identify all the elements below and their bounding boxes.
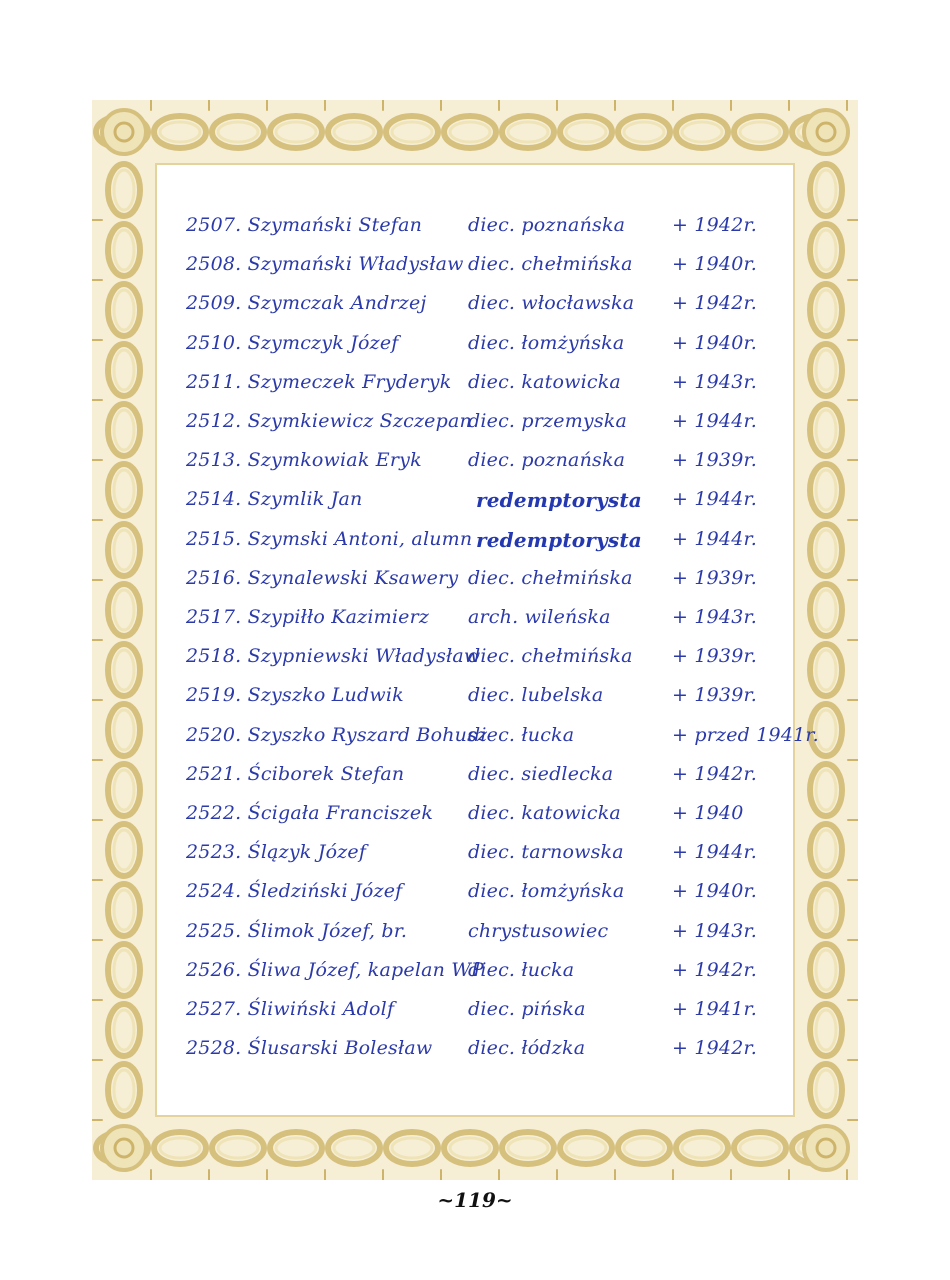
entry-death: + 1942r. (672, 214, 757, 236)
entry-death: + 1942r. (672, 1037, 757, 1060)
entry-death: + 1940r. (672, 331, 757, 354)
entry-name: 2528. Ślusarski Bolesław (186, 1037, 433, 1060)
entry-diocese: diec. siedlecka (468, 762, 614, 785)
entry-death: + 1940r. (672, 253, 757, 276)
entry-diocese: diec. lubelska (468, 684, 604, 707)
entry-name: 2519. Szyszko Ludwik (186, 684, 404, 707)
frame-corner (804, 1126, 848, 1170)
frame-corner (804, 110, 848, 154)
entry-diocese: diec. katowicka (468, 802, 621, 824)
entry-diocese: diec. łucka (468, 723, 575, 746)
list-item (180, 1033, 780, 1067)
entry-name: 2508. Szymański Władysław (186, 253, 464, 276)
list-item (180, 994, 780, 1028)
list-item (180, 876, 780, 910)
list-item (180, 798, 780, 832)
entry-name: 2509. Szymczak Andrzej (186, 292, 427, 315)
entry-name: 2520. Szyszko Ryszard Bohusz (186, 723, 488, 746)
entry-diocese: diec. chełmińska (468, 645, 633, 668)
entry-name: 2513. Szymkowiak Eryk (186, 449, 422, 472)
entry-name: 2518. Szypniewski Władysław (186, 645, 481, 668)
entry-diocese: diec. tarnowska (468, 841, 624, 864)
entry-diocese: diec. łucka (468, 958, 575, 981)
entry-name: 2526. Śliwa Józef, kapelan WP (186, 958, 485, 981)
entry-name: 2510. Szymczyk Józef (186, 331, 399, 354)
list-item (180, 445, 780, 479)
entry-death: + 1942r. (672, 762, 757, 785)
entry-diocese: diec. pińska (468, 998, 586, 1020)
entry-death: + 1944r. (672, 527, 757, 550)
entry-name: 2517. Szypiłło Kazimierz (186, 606, 430, 628)
entry-death: + 1939r. (672, 449, 757, 472)
frame-corner (102, 110, 146, 154)
entry-name: 2507. Szymański Stefan (186, 214, 423, 236)
entry-name: 2515. Szymski Antoni, alumn (186, 527, 473, 550)
entry-death: + 1943r. (672, 919, 757, 942)
entry-death: + 1939r. (672, 566, 757, 589)
entry-diocese: diec. łomżyńska (468, 331, 625, 354)
entry-diocese: chrystusowiec (468, 919, 609, 942)
entry-diocese: redemptorysta (476, 488, 642, 513)
entry-death: + 1944r. (672, 841, 757, 864)
entry-diocese: diec. chełmińska (468, 566, 633, 589)
entry-diocese: diec. chełmińska (468, 253, 633, 276)
entry-death: + 1941r. (672, 998, 757, 1020)
entry-diocese: diec. przemyska (468, 410, 628, 432)
entry-diocese: redemptorysta (476, 527, 642, 552)
name-list (180, 210, 819, 1070)
entry-name: 2522. Ścigała Franciszek (186, 802, 434, 824)
list-item (180, 524, 780, 558)
entry-name: 2527. Śliwiński Adolf (186, 998, 395, 1020)
entry-death: + 1944r. (672, 488, 757, 511)
entry-diocese: diec. łomżyńska (468, 880, 625, 903)
list-item (180, 249, 780, 283)
list-item (180, 328, 780, 362)
entry-death: + 1940r. (672, 880, 757, 903)
list-item (180, 837, 780, 871)
entry-death: + 1943r. (672, 606, 757, 628)
list-item (180, 641, 780, 675)
list-item (180, 720, 819, 754)
entry-name: 2516. Szynalewski Ksawery (186, 566, 459, 589)
entry-name: 2523. Ślązyk Józef (186, 841, 367, 864)
list-item (180, 367, 780, 401)
entry-death: + przed 1941r. (672, 723, 819, 746)
list-item (180, 916, 780, 950)
entry-death: + 1943r. (672, 370, 757, 393)
page-number: ~119~ (437, 1188, 513, 1212)
list-item (180, 955, 780, 989)
entry-death: + 1942r. (672, 958, 757, 981)
entry-diocese: arch. wileńska (468, 606, 611, 628)
entry-name: 2524. Śledziński Józef (186, 880, 403, 903)
entry-death: + 1940 (672, 802, 744, 824)
list-item (180, 406, 780, 440)
list-item (180, 680, 780, 714)
entry-death: + 1944r. (672, 410, 757, 432)
list-item (180, 563, 780, 597)
entry-death: + 1942r. (672, 292, 757, 315)
entry-diocese: diec. włocławska (468, 292, 635, 315)
list-item (180, 210, 780, 244)
frame-corner (102, 1126, 146, 1170)
entry-diocese: diec. poznańska (468, 449, 626, 472)
entry-name: 2525. Ślimok Józef, br. (186, 919, 408, 942)
entry-name: 2512. Szymkiewicz Szczepan (186, 410, 472, 432)
list-item (180, 602, 780, 636)
list-item (180, 759, 780, 793)
entry-diocese: diec. łódzka (468, 1037, 586, 1060)
list-item (180, 288, 780, 322)
list-item (180, 484, 780, 518)
entry-diocese: diec. poznańska (468, 214, 626, 236)
entry-death: + 1939r. (672, 684, 757, 707)
entry-name: 2514. Szymlik Jan (186, 488, 363, 511)
entry-name: 2521. Ściborek Stefan (186, 762, 405, 785)
entry-name: 2511. Szymeczek Fryderyk (186, 370, 452, 393)
entry-death: + 1939r. (672, 645, 757, 668)
entry-diocese: diec. katowicka (468, 370, 621, 393)
